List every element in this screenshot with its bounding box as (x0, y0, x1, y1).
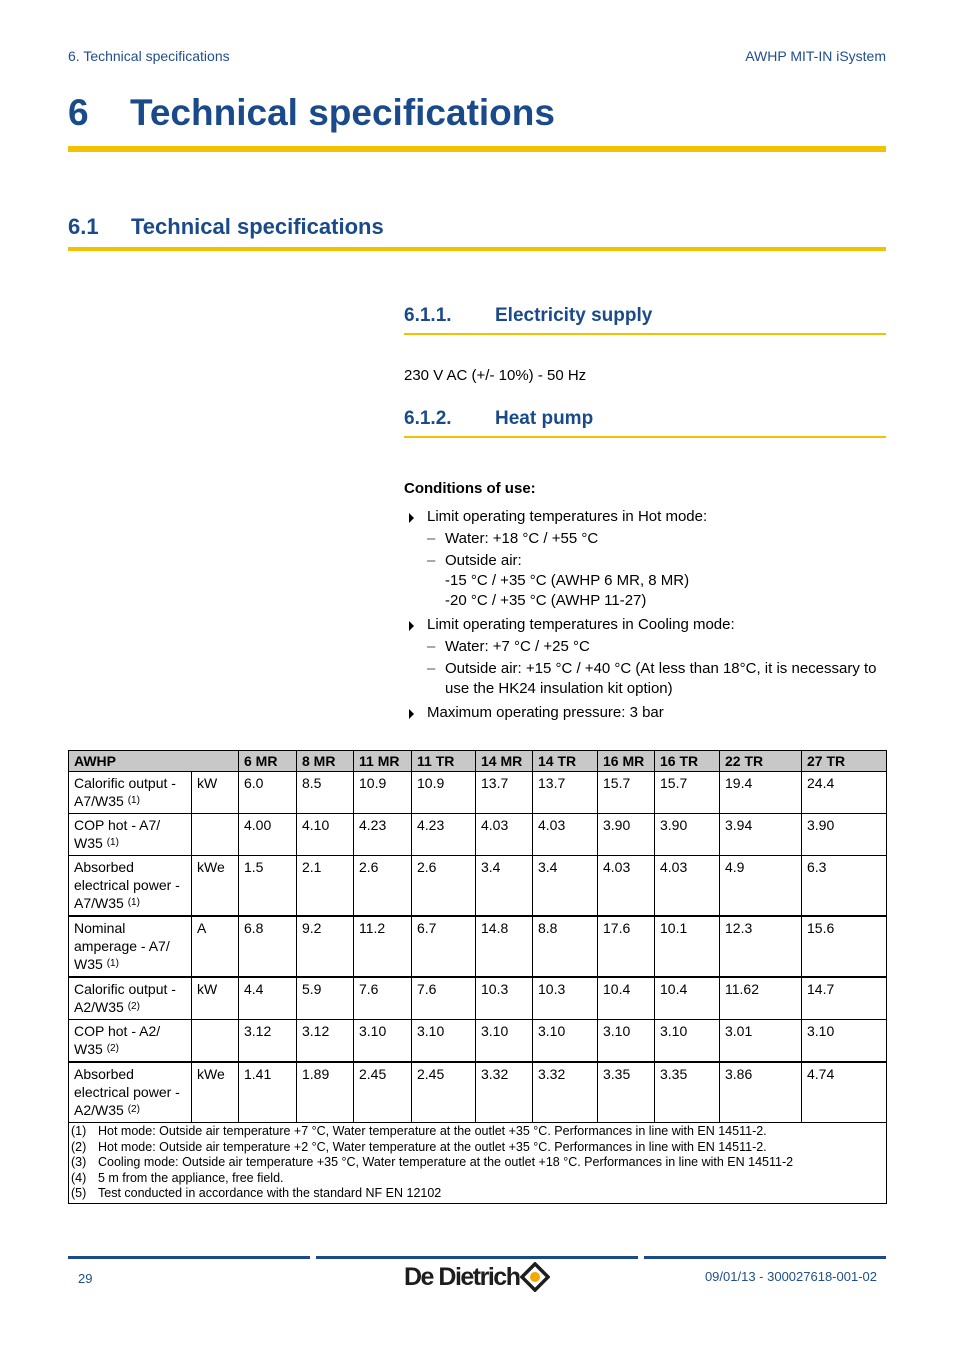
sub-list-item (427, 659, 888, 699)
footer-rule-gap (310, 1256, 316, 1259)
subsection-rule (404, 436, 886, 438)
table-header-cell: 16 MR (598, 751, 655, 772)
dash-icon: – (427, 530, 436, 547)
list-item (404, 507, 888, 611)
footnote-text: Hot mode: Outside air temperature +7 °C, Water temperature at the outlet +35 °C. Performances in line with EN 14511-2. (98, 1124, 767, 1138)
value-cell: 4.4 (239, 977, 297, 1020)
running-header-product: AWHP MIT-IN iSystem (745, 48, 886, 64)
value-cell: 10.9 (412, 772, 476, 814)
electricity-supply-text: 230 V AC (+/- 10%) - 50 Hz (404, 367, 587, 384)
value-cell: 10.3 (533, 977, 598, 1020)
chapter-number: 6 (68, 92, 89, 133)
value-cell: 2.45 (412, 1062, 476, 1123)
table-header-cell: 14 TR (533, 751, 598, 772)
value-cell: 3.94 (720, 814, 802, 856)
value-cell: 9.2 (297, 916, 354, 977)
value-cell: 2.6 (354, 856, 412, 917)
value-cell: 13.7 (476, 772, 533, 814)
value-cell: 3.35 (655, 1062, 720, 1123)
footnote-ref: (1) (106, 837, 119, 848)
table-row (69, 856, 887, 917)
chapter-rule (68, 146, 886, 152)
footnote-ref: (1) (127, 897, 140, 908)
table-header-cell: 11 MR (354, 751, 412, 772)
subsection-number: 6.1.2. (404, 408, 452, 429)
bullet-triangle-icon (409, 513, 414, 523)
value-cell: 3.35 (598, 1062, 655, 1123)
value-cell: 1.41 (239, 1062, 297, 1123)
unit-cell: A (192, 916, 239, 977)
row-label-cell (69, 1062, 192, 1123)
unit-cell: kW (192, 772, 239, 814)
table-row (69, 977, 887, 1020)
value-cell: 2.45 (354, 1062, 412, 1123)
footnote (71, 1124, 884, 1140)
value-cell: 3.10 (476, 1020, 533, 1063)
row-label: Calorific output - A7/W35 (74, 775, 176, 809)
value-cell: 14.8 (476, 916, 533, 977)
value-cell: 11.62 (720, 977, 802, 1020)
value-cell: 6.3 (802, 856, 887, 917)
unit-cell: kW (192, 977, 239, 1020)
footnote-number: (1) (71, 1124, 87, 1138)
section-title-text: Technical specifications (131, 214, 384, 239)
table-row (69, 772, 887, 814)
unit-cell (192, 1020, 239, 1063)
table-header-cell: 8 MR (297, 751, 354, 772)
list-item-text: Maximum operating pressure: 3 bar (427, 704, 664, 721)
table-row (69, 814, 887, 856)
conditions-heading: Conditions of use: (404, 480, 536, 497)
subsection-title-text: Electricity supply (495, 305, 653, 326)
value-cell: 3.10 (598, 1020, 655, 1063)
row-label: Nominal amperage - A7/ W35 (74, 920, 170, 972)
row-label-cell (69, 1020, 192, 1063)
sub-list-item-text: -15 °C / +35 °C (AWHP 6 MR, 8 MR) (445, 572, 690, 589)
value-cell: 7.6 (412, 977, 476, 1020)
row-label-cell (69, 916, 192, 977)
value-cell: 3.86 (720, 1062, 802, 1123)
table-header-cell: AWHP (69, 751, 239, 772)
list-item (404, 703, 888, 723)
logo-diamond-icon (520, 1262, 550, 1292)
table-header-cell: 22 TR (720, 751, 802, 772)
table-row (69, 1020, 887, 1063)
value-cell: 3.90 (802, 814, 887, 856)
unit-cell (192, 814, 239, 856)
row-label: Absorbed electrical power - A7/W35 (74, 859, 180, 911)
value-cell: 10.3 (476, 977, 533, 1020)
table-header-cell: 6 MR (239, 751, 297, 772)
sub-list-item-text: Outside air: (445, 552, 522, 569)
sub-list-item-text: Water: +7 °C / +25 °C (445, 638, 590, 655)
value-cell: 3.12 (297, 1020, 354, 1063)
footnote-text: Hot mode: Outside air temperature +2 °C, Water temperature at the outlet +35 °C. Performances in line with EN 14511-2. (98, 1139, 767, 1154)
table-notes-row (69, 1123, 887, 1204)
table-notes (69, 1123, 887, 1204)
value-cell: 10.4 (598, 977, 655, 1020)
table-header-cell: 16 TR (655, 751, 720, 772)
value-cell: 10.4 (655, 977, 720, 1020)
row-label-cell (69, 772, 192, 814)
running-header-chapter: 6. Technical specifications (68, 48, 230, 64)
row-label-cell (69, 814, 192, 856)
value-cell: 3.10 (655, 1020, 720, 1063)
value-cell: 3.12 (239, 1020, 297, 1063)
value-cell: 2.1 (297, 856, 354, 917)
value-cell: 15.7 (598, 772, 655, 814)
value-cell: 4.03 (655, 856, 720, 917)
value-cell: 1.5 (239, 856, 297, 917)
unit-cell: kWe (192, 1062, 239, 1123)
footnote (71, 1186, 884, 1202)
section-number: 6.1 (68, 214, 99, 239)
value-cell: 3.4 (476, 856, 533, 917)
value-cell: 4.9 (720, 856, 802, 917)
footnote-ref: (2) (127, 1104, 140, 1115)
footnote-number: (5) (71, 1186, 87, 1200)
row-label-cell (69, 856, 192, 917)
table-row (69, 916, 887, 977)
dash-icon: – (427, 552, 436, 569)
footnote-ref: (1) (106, 958, 119, 969)
value-cell: 14.7 (802, 977, 887, 1020)
value-cell: 1.89 (297, 1062, 354, 1123)
section-title (68, 214, 886, 240)
value-cell: 4.00 (239, 814, 297, 856)
footnote (71, 1171, 884, 1187)
value-cell: 4.03 (598, 856, 655, 917)
footnote-number: (4) (71, 1170, 87, 1185)
value-cell: 3.32 (476, 1062, 533, 1123)
value-cell: 6.7 (412, 916, 476, 977)
value-cell: 4.03 (533, 814, 598, 856)
value-cell: 15.6 (802, 916, 887, 977)
row-label: COP hot - A2/ W35 (74, 1023, 161, 1057)
footer-rule (68, 1256, 886, 1259)
row-label: COP hot - A7/ W35 (74, 817, 161, 851)
page-number: 29 (78, 1271, 93, 1286)
footnote-number: (3) (71, 1155, 87, 1169)
value-cell: 4.03 (476, 814, 533, 856)
sub-list-item (427, 637, 888, 657)
table-body (69, 772, 887, 1123)
table-header-row (69, 751, 887, 772)
sub-list-item-text: Water: +18 °C / +55 °C (445, 530, 599, 547)
value-cell: 3.4 (533, 856, 598, 917)
value-cell: 13.7 (533, 772, 598, 814)
list-item-text: Limit operating temperatures in Hot mode: (427, 508, 708, 525)
list-item (404, 615, 888, 699)
specifications-table (68, 750, 887, 1204)
row-label: Absorbed electrical power - A2/W35 (74, 1066, 180, 1118)
sub-list-item-text: Outside air: +15 °C / +40 °C (At less than 18°C, it is necessary to use the HK24 insulation kit option) (445, 660, 877, 697)
footnote (71, 1140, 884, 1156)
conditions-list (404, 507, 888, 727)
footnote-ref: (2) (127, 1001, 140, 1012)
footnote-text: Test conducted in accordance with the standard NF EN 12102 (98, 1186, 442, 1200)
section-rule (68, 247, 886, 251)
footer-rule-gap (638, 1256, 644, 1259)
row-label-cell (69, 977, 192, 1020)
footnote-text: Cooling mode: Outside air temperature +35 °C, Water temperature at the outlet +18 °C. Performances in line with EN 14511-2 (98, 1155, 794, 1169)
subsection-title-heat-pump (404, 408, 886, 430)
sub-list-item (427, 551, 888, 611)
value-cell: 3.90 (655, 814, 720, 856)
value-cell: 6.8 (239, 916, 297, 977)
table-header-cell: 14 MR (476, 751, 533, 772)
table-header-cell: 11 TR (412, 751, 476, 772)
subsection-title-electricity (404, 305, 886, 327)
footnote-ref: (1) (127, 795, 140, 806)
unit-cell: kWe (192, 856, 239, 917)
value-cell: 4.10 (297, 814, 354, 856)
bullet-triangle-icon (409, 621, 414, 631)
value-cell: 19.4 (720, 772, 802, 814)
value-cell: 24.4 (802, 772, 887, 814)
value-cell: 4.23 (354, 814, 412, 856)
value-cell: 12.3 (720, 916, 802, 977)
dash-icon: – (427, 638, 436, 655)
value-cell: 5.9 (297, 977, 354, 1020)
value-cell: 10.1 (655, 916, 720, 977)
value-cell: 11.2 (354, 916, 412, 977)
value-cell: 6.0 (239, 772, 297, 814)
footnote-ref: (2) (106, 1043, 119, 1054)
value-cell: 3.90 (598, 814, 655, 856)
value-cell: 3.32 (533, 1062, 598, 1123)
subsection-number: 6.1.1. (404, 305, 452, 326)
value-cell: 4.74 (802, 1062, 887, 1123)
value-cell: 15.7 (655, 772, 720, 814)
value-cell: 8.8 (533, 916, 598, 977)
value-cell: 2.6 (412, 856, 476, 917)
subsection-title-text: Heat pump (495, 408, 594, 429)
table-row (69, 1062, 887, 1123)
footnote (71, 1155, 884, 1171)
dash-icon: – (427, 660, 436, 677)
value-cell: 3.10 (354, 1020, 412, 1063)
value-cell: 3.01 (720, 1020, 802, 1063)
value-cell: 4.23 (412, 814, 476, 856)
footnote-number: (2) (71, 1139, 87, 1154)
sub-list-item (427, 529, 888, 549)
sub-list-item-text: -20 °C / +35 °C (AWHP 11-27) (445, 592, 647, 609)
value-cell: 10.9 (354, 772, 412, 814)
value-cell: 3.10 (533, 1020, 598, 1063)
row-label: Calorific output - A2/W35 (74, 981, 176, 1015)
bullet-triangle-icon (409, 709, 414, 719)
document-reference: 09/01/13 - 300027618-001-02 (704, 1269, 877, 1284)
subsection-rule (404, 333, 886, 335)
value-cell: 17.6 (598, 916, 655, 977)
value-cell: 3.10 (802, 1020, 887, 1063)
logo-text: De Dietrich (404, 1263, 520, 1291)
table-header-cell: 27 TR (802, 751, 887, 772)
chapter-title-text: Technical specifications (130, 92, 555, 133)
value-cell: 7.6 (354, 977, 412, 1020)
list-item-text: Limit operating temperatures in Cooling mode: (427, 616, 735, 633)
value-cell: 8.5 (297, 772, 354, 814)
chapter-title (68, 92, 886, 148)
footnote-text: 5 m from the appliance, free field. (98, 1170, 284, 1185)
value-cell: 3.10 (412, 1020, 476, 1063)
